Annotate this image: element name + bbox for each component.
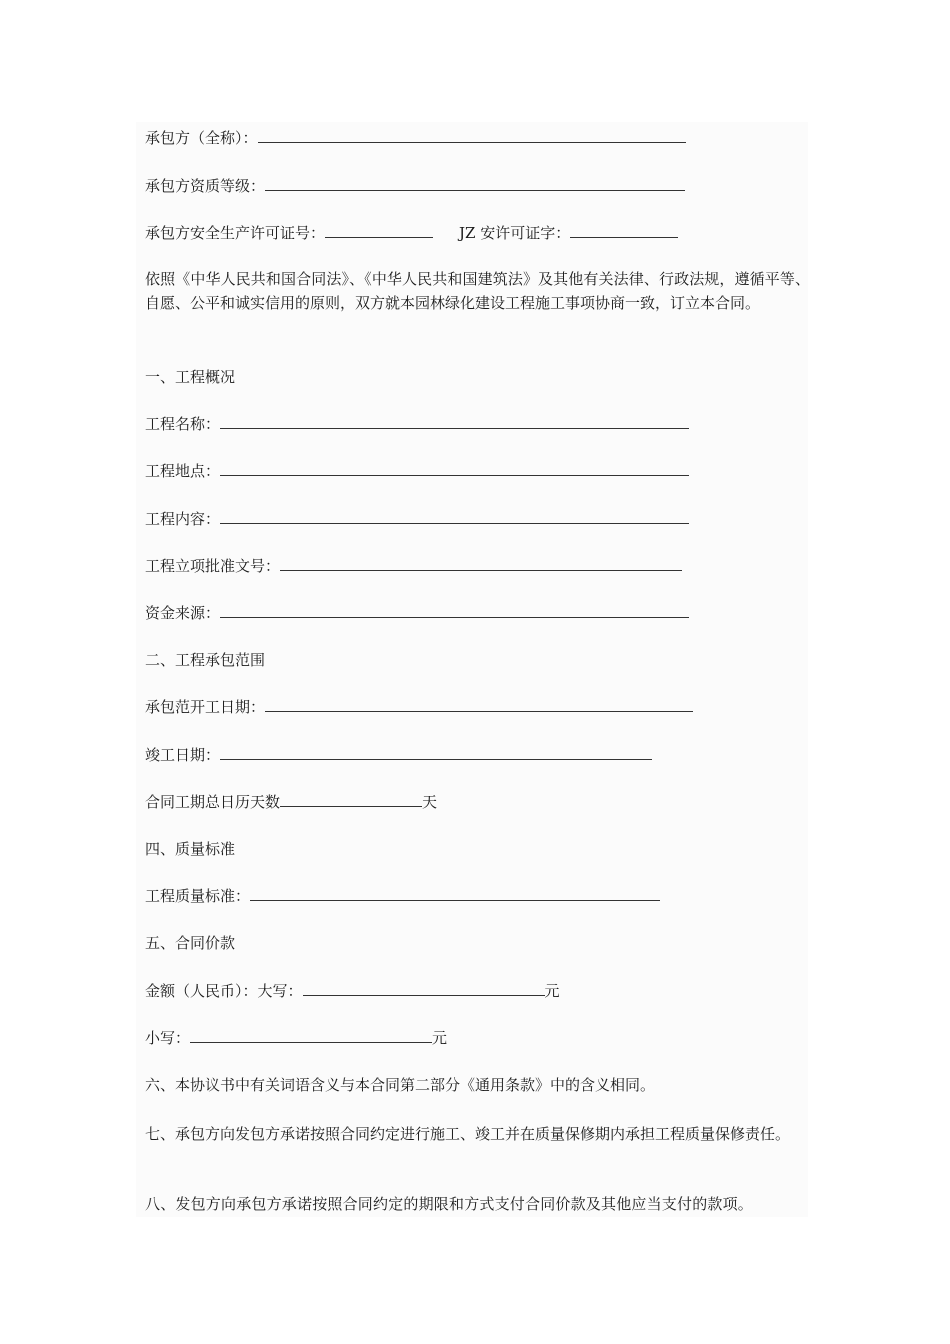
amount-lower-field[interactable] <box>190 1028 432 1043</box>
safety-license-label: 承包方安全生产许可证号： <box>145 224 326 242</box>
funding-source-label: 资金来源： <box>145 604 221 622</box>
project-content-field[interactable] <box>220 509 689 524</box>
section5-heading: 五、合同价款 <box>145 934 236 952</box>
clause-seven: 七、承包方向发包方承诺按照合同约定进行施工、竣工并在质量保修期内承担工程质量保修责任。 <box>145 1125 791 1143</box>
amount-upper-label: 金额（人民币）：大写： <box>145 982 303 1000</box>
section4-heading: 四、质量标准 <box>145 840 236 858</box>
funding-source-row <box>145 603 689 623</box>
project-name-row <box>145 414 689 434</box>
duration-label: 合同工期总日历天数 <box>145 793 281 811</box>
quality-standard-row <box>145 886 660 906</box>
project-approval-label: 工程立项批准文号： <box>145 557 281 575</box>
contractor-license-row <box>145 223 678 243</box>
project-approval-row <box>145 556 682 576</box>
quality-standard-label: 工程质量标准： <box>145 887 251 905</box>
jz-license-label: JZ 安许可证字： <box>459 224 571 242</box>
project-approval-field[interactable] <box>280 556 682 571</box>
contractor-qualification-row <box>145 176 685 196</box>
completion-date-label: 竣工日期： <box>145 746 221 764</box>
duration-field[interactable] <box>280 792 422 807</box>
safety-license-field[interactable] <box>325 223 433 238</box>
amount-lower-row <box>145 1028 447 1048</box>
contractor-qualification-field[interactable] <box>265 176 685 191</box>
project-content-row <box>145 509 689 529</box>
contractor-name-label: 承包方（全称）： <box>145 129 258 147</box>
jz-license-field[interactable] <box>570 223 678 238</box>
project-name-label: 工程名称： <box>145 415 221 433</box>
project-location-row <box>145 461 689 481</box>
amount-upper-field[interactable] <box>303 981 545 996</box>
clause-six: 六、本协议书中有关词语含义与本合同第二部分《通用条款》中的含义相同。 <box>145 1076 656 1094</box>
contractor-qualification-label: 承包方资质等级： <box>145 177 266 195</box>
section1-heading: 一、工程概况 <box>145 368 236 386</box>
amount-upper-unit: 元 <box>544 982 560 1000</box>
section2-heading: 二、工程承包范围 <box>145 651 266 669</box>
amount-lower-unit: 元 <box>432 1029 448 1047</box>
project-location-label: 工程地点： <box>145 462 221 480</box>
completion-date-row <box>145 745 652 765</box>
clause-eight: 八、发包方向承包方承诺按照合同约定的期限和方式支付合同价款及其他应当支付的款项。 <box>145 1195 754 1213</box>
project-location-field[interactable] <box>220 461 689 476</box>
quality-standard-field[interactable] <box>250 886 660 901</box>
duration-unit: 天 <box>422 793 438 811</box>
amount-lower-label: 小写： <box>145 1029 191 1047</box>
amount-upper-row <box>145 981 560 1001</box>
project-name-field[interactable] <box>220 414 689 429</box>
start-date-row <box>145 697 693 717</box>
preamble-paragraph: 依照《中华人民共和国合同法》、《中华人民共和国建筑法》及其他有关法律、行政法规，遵循平等、自愿、公平和诚实信用的原则，双方就本园林绿化建设工程施工事项协商一致，订立本合同。 <box>145 270 810 312</box>
completion-date-field[interactable] <box>220 745 652 760</box>
funding-source-field[interactable] <box>220 603 689 618</box>
contractor-name-row <box>145 128 686 148</box>
contractor-name-field[interactable] <box>258 128 686 143</box>
duration-row <box>145 792 437 812</box>
start-date-field[interactable] <box>265 697 693 712</box>
start-date-label: 承包范开工日期： <box>145 698 266 716</box>
project-content-label: 工程内容： <box>145 510 221 528</box>
